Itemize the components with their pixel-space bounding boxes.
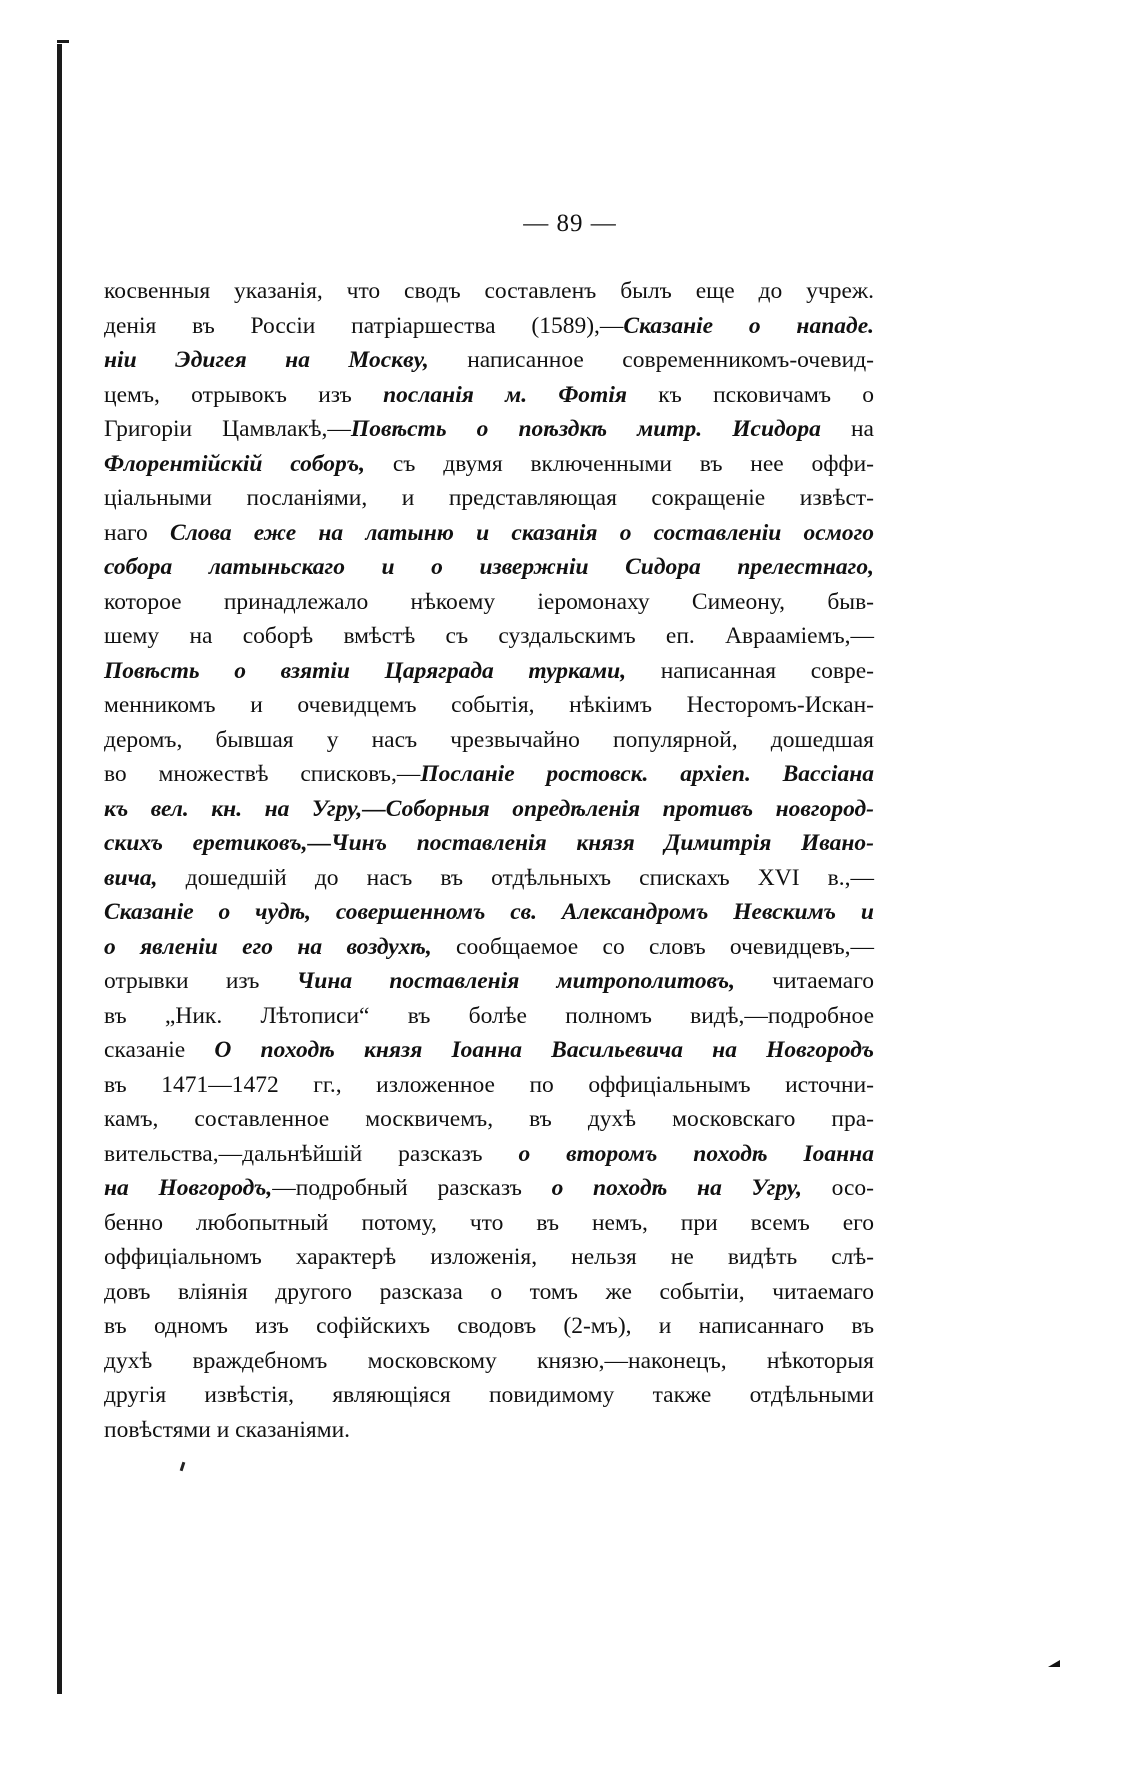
text-run: въ „Ник. Лѣтописи“ въ болѣе полномъ видѣ,—подробное [104,1002,874,1029]
page-number: — 89 — [523,210,617,237]
text-run: написанное современникомъ-очевид- [428,347,875,373]
text-line [104,1206,874,1241]
text-line [104,447,874,482]
italic-title: о явленіи его на воздухѣ, [104,933,432,960]
text-line [104,723,874,758]
text-run: написанная совре- [626,657,874,684]
text-line [104,1068,874,1103]
text-line [104,1102,874,1137]
text-run: камъ, составленное москвичемъ, въ духѣ московскаго пра- [104,1106,874,1132]
text-line [104,861,874,896]
text-line [104,964,874,999]
corner-mark [1048,1660,1060,1667]
text-run: къ псковичамъ о [626,381,875,408]
text-line [104,930,874,965]
italic-title: Чина поставленія митрополитовъ, [296,968,736,994]
text-line [104,619,874,654]
italic-title: Сказаніе о нападе. [623,312,874,339]
text-run: бенно любопытный потому, что въ немъ, при всемъ его [104,1209,874,1236]
text-line [104,516,874,551]
italic-title: о второмъ походѣ Іоанна [518,1140,874,1167]
text-line [104,550,874,585]
text-run: денія въ Россіи патріаршества (1589),— [104,312,624,339]
text-line [104,274,874,309]
italic-title: посланія м. Фотія [383,381,627,408]
italic-title: Сказаніе о чудѣ, совершенномъ св. Александромъ Невскимъ и [104,899,874,925]
italic-title: О походѣ князя Іоанна Васильевича на Новгородъ [214,1037,875,1063]
italic-title: собора латыньскаго и о извержніи Сидора прелестнаго, [104,554,874,580]
text-run: дошедшій до насъ въ отдѣльныхъ спискахъ XVI в.,— [157,864,874,891]
text-run: Григоріи Цамвлакѣ,— [104,416,351,442]
text-line [104,585,874,620]
text-run: которое принадлежало нѣкоему іеромонаху Симеону, быв- [104,588,874,615]
italic-title: вича, [104,864,158,891]
text-line [104,1033,874,1068]
ink-speck [180,1462,186,1471]
text-line [104,378,874,413]
text-line [104,1344,874,1379]
italic-title: Слова еже на латыню и сказанія о составленіи осмого [170,519,875,546]
page-edge-corner [57,40,69,43]
text-run: цемъ, отрывокъ изъ [104,381,384,408]
text-run: съ двумя включенными въ нее оффи- [365,450,874,477]
text-line [104,1171,874,1206]
text-line [104,481,874,516]
text-run: —подробный разсказъ [272,1175,552,1201]
text-run: отрывки изъ [104,968,297,994]
text-run: другія извѣстія, являющіяся повидимому также отдѣльными [104,1382,874,1408]
page-edge-shadow [57,44,62,1694]
italic-title: Флорентійскій соборъ, [104,450,366,477]
text-run: деромъ, бывшая у насъ чрезвычайно популярной, дошедшая [104,726,874,753]
text-run: во множествѣ списковъ,— [104,761,421,787]
text-run: наго [104,519,171,546]
text-run: оффиціальномъ характерѣ изложенія, нельзя не видѣть слѣ- [104,1244,874,1270]
text-line [104,1309,874,1344]
text-run: ціальными посланіями, и представляющая сокращеніе извѣст- [104,485,874,511]
text-line [104,1378,874,1413]
text-line [104,688,874,723]
text-run: шему на соборѣ вмѣстѣ съ суздальскимъ еп. Аврааміемъ,— [104,623,874,649]
italic-title: о походѣ на Угру, [551,1175,802,1201]
text-run: сообщаемое со словъ очевидцевъ,— [431,933,874,960]
text-line [104,1137,874,1172]
text-line [104,412,874,447]
page-body [104,274,874,1447]
text-line [104,826,874,861]
italic-title: ніи Эдигея на Москву, [104,347,429,373]
text-run: менникомъ и очевидцемъ событія, нѣкіимъ Несторомъ-Искан- [104,692,874,718]
italic-title: скихъ еретиковъ,—Чинъ поставленія князя Димитрія Ивано- [104,830,874,856]
text-run: на [820,416,874,442]
text-line [104,999,874,1034]
text-run: читаемаго [735,968,874,994]
text-line [104,309,874,344]
text-line [104,895,874,930]
italic-title: Посланіе ростовск. архіеп. Вассіана [420,761,874,787]
text-line [104,792,874,827]
italic-title: на Новгородъ, [104,1175,273,1201]
text-run: довъ вліянія другого разсказа о томъ же событіи, читаемаго [104,1278,874,1305]
text-line [104,1413,874,1448]
text-line [104,1240,874,1275]
text-run: повѣстями и сказаніями. [104,1416,351,1443]
text-run: духѣ враждебномъ московскому князю,—наконецъ, нѣкоторыя [104,1347,874,1374]
italic-title: Повѣсть о взятіи Царяграда турками, [104,657,627,684]
text-line [104,1275,874,1310]
text-run: въ 1471—1472 гг., изложенное по оффиціальнымъ источни- [104,1071,874,1098]
text-run: косвенныя указанія, что сводъ составленъ былъ еще до учреж. [104,278,874,304]
text-line [104,757,874,792]
text-run: осо- [801,1175,874,1201]
italic-title: Повѣсть о поѣздкѣ митр. Исидора [350,416,821,442]
text-line [104,654,874,689]
text-run: сказаніе [104,1037,215,1063]
text-line [104,343,874,378]
italic-title: къ вел. кн. на Угру,—Соборныя опредѣленія противъ новгород- [104,795,874,822]
text-run: въ одномъ изъ софійскихъ сводовъ (2-мъ), и написаннаго въ [104,1313,874,1339]
text-run: вительства,—дальнѣйшій разсказъ [104,1140,519,1167]
